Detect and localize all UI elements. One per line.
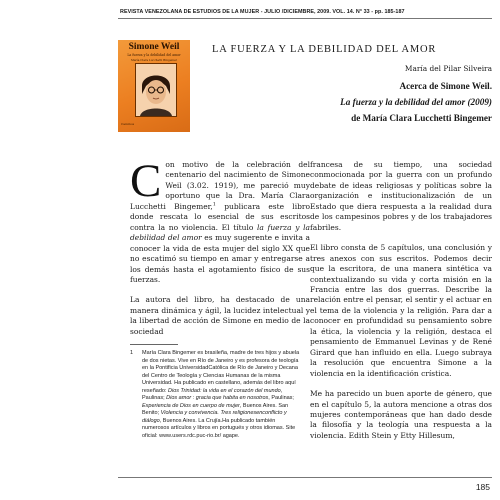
review-line-2: La fuerza y la debilidad del amor (2009) — [340, 97, 492, 107]
author-portrait-image — [135, 63, 177, 117]
book-title-italic: Dios Trinidad: la vida en el corazón del mundo — [168, 387, 281, 394]
text-run: on motivo de la celebración del centenario del nacimiento de Simone Weil (3.02. 1919), me pareció muy oportuno que la Dra. María Clara Lucchetti Bingemer, — [130, 160, 310, 211]
cover-author: María Clara Lucchetti Bingemer — [130, 58, 178, 62]
text-run: , Buenos Aires. La Crujía.Ha publicado también numerosos artículos y libros en portugués y otros idiomas. Site oficial: www.users.rdc.puc-rio.br/ agape. — [142, 417, 296, 440]
book-cover — [118, 40, 190, 132]
review-line-1: Acerca de Simone Weil. — [399, 81, 492, 91]
footnote-text — [142, 350, 302, 441]
paragraph: La autora del libro, ha destacado de una manera dinámica y ágil, la lucidez intelectual y la libertad de acción de Simone en medio de la sociedad — [130, 295, 310, 336]
cover-title: Simone Weil — [128, 42, 180, 52]
paragraph: El libro consta de 5 capítulos, una conclusión y tres anexos con sus escritos. Podemos decir que la escritora, de una manera sintética va contextualizando su vida y corta misión en la Francia entre las dos guerras. Describe la relación entre el pensar, el sentir y el actuar en el tema de la violencia y la religión. Para dar a conocer en profundidad su pensamiento sobre la ética, la violencia y la religión, destaca el pensamiento de Emmanuel Levinas y de René Girard que han influido en ella. Luego subraya la resolución que encuentra Simone a la violencia en la identificación crística. — [310, 243, 492, 378]
text-run: es muy sugerente e invita a conocer la vida de esta mujer del siglo XX que no escatimó su tiempo en amar y entregarse a los demás hasta el agotamiento físico de sus fuerzas. — [130, 233, 310, 284]
book-title-italic: Dios amor : gracia que habita en nosotros — [166, 395, 269, 402]
article-author: María del Pilar Silveira — [404, 64, 492, 73]
book-title-italic: Violencia y convivencia. Tres religionesenconflicto y diálogo — [142, 410, 287, 424]
footnote-reference: 1 — [212, 201, 216, 208]
text-run: , Paulinas; — [268, 395, 294, 402]
header-rule — [118, 18, 492, 19]
text-run: , Buenos Aires. San Benito; — [142, 402, 289, 417]
text-run: publicara este libro donde rescata lo esencial de sus escritos contra la no violencia. El título — [130, 201, 310, 232]
footnote-number: 1 — [130, 350, 134, 356]
drop-cap: C — [130, 155, 162, 207]
text-run: , Paulinas; — [142, 387, 283, 402]
text-run: María Clara Bingemer es brasileña, madre de tres hijos y abuela de dos nietas. Vive en Río de Janeiro y es profesora de teología en la Pontificia UniversidadCatólica de Río de Janeiro y Decana del Centro de Teología y Ciencias Humanas de la misma Universidad. Ha publicado en castellano, además del libro aquí reseñado: — [142, 350, 300, 394]
article-title: LA FUERZA Y LA DEBILIDAD DEL AMOR — [212, 44, 437, 55]
footer-rule — [118, 477, 492, 478]
paragraph: Me ha parecido un buen aporte de género, que en el capítulo 5, la autora mencione a otras dos mujeres contemporáneas que han dado desde la filosofía y la teología una respuesta a la violencia. Edith Stein y Etty Hillesum, — [310, 389, 492, 440]
paragraph: francesa de su tiempo, una sociedad conmocionada por la guerra con un profundo debate de ideas religiosas y políticas sobre la organización e institucionalización de un Estado que diera respuesta a la realidad dura de los campesinos pobres y de los trabajadores fabriles. — [310, 160, 492, 232]
book-title-italic: Experiencia de Dios en cuerpo de mujer — [142, 402, 240, 409]
cover-subtitle: La fuerza y la debilidad del amor — [127, 53, 181, 57]
body-column-right — [310, 160, 492, 451]
paragraph — [130, 155, 310, 285]
portrait-illustration — [136, 64, 176, 116]
running-head: REVISTA VENEZOLANA DE ESTUDIOS DE LA MUJER - JULIO /DICIEMBRE, 2009. VOL. 14. N° 33 - pp. 185-187 — [120, 9, 405, 15]
book-title-italic: la fuerza y la debilidad del amor — [130, 222, 310, 243]
body-column-left — [130, 155, 310, 347]
review-line-3: de María Clara Lucchetti Bingemer — [351, 113, 492, 123]
footnote-rule — [130, 344, 178, 345]
page-number: 185 — [475, 482, 490, 492]
cover-series: Caminos — [121, 122, 135, 126]
footnote — [130, 350, 302, 441]
